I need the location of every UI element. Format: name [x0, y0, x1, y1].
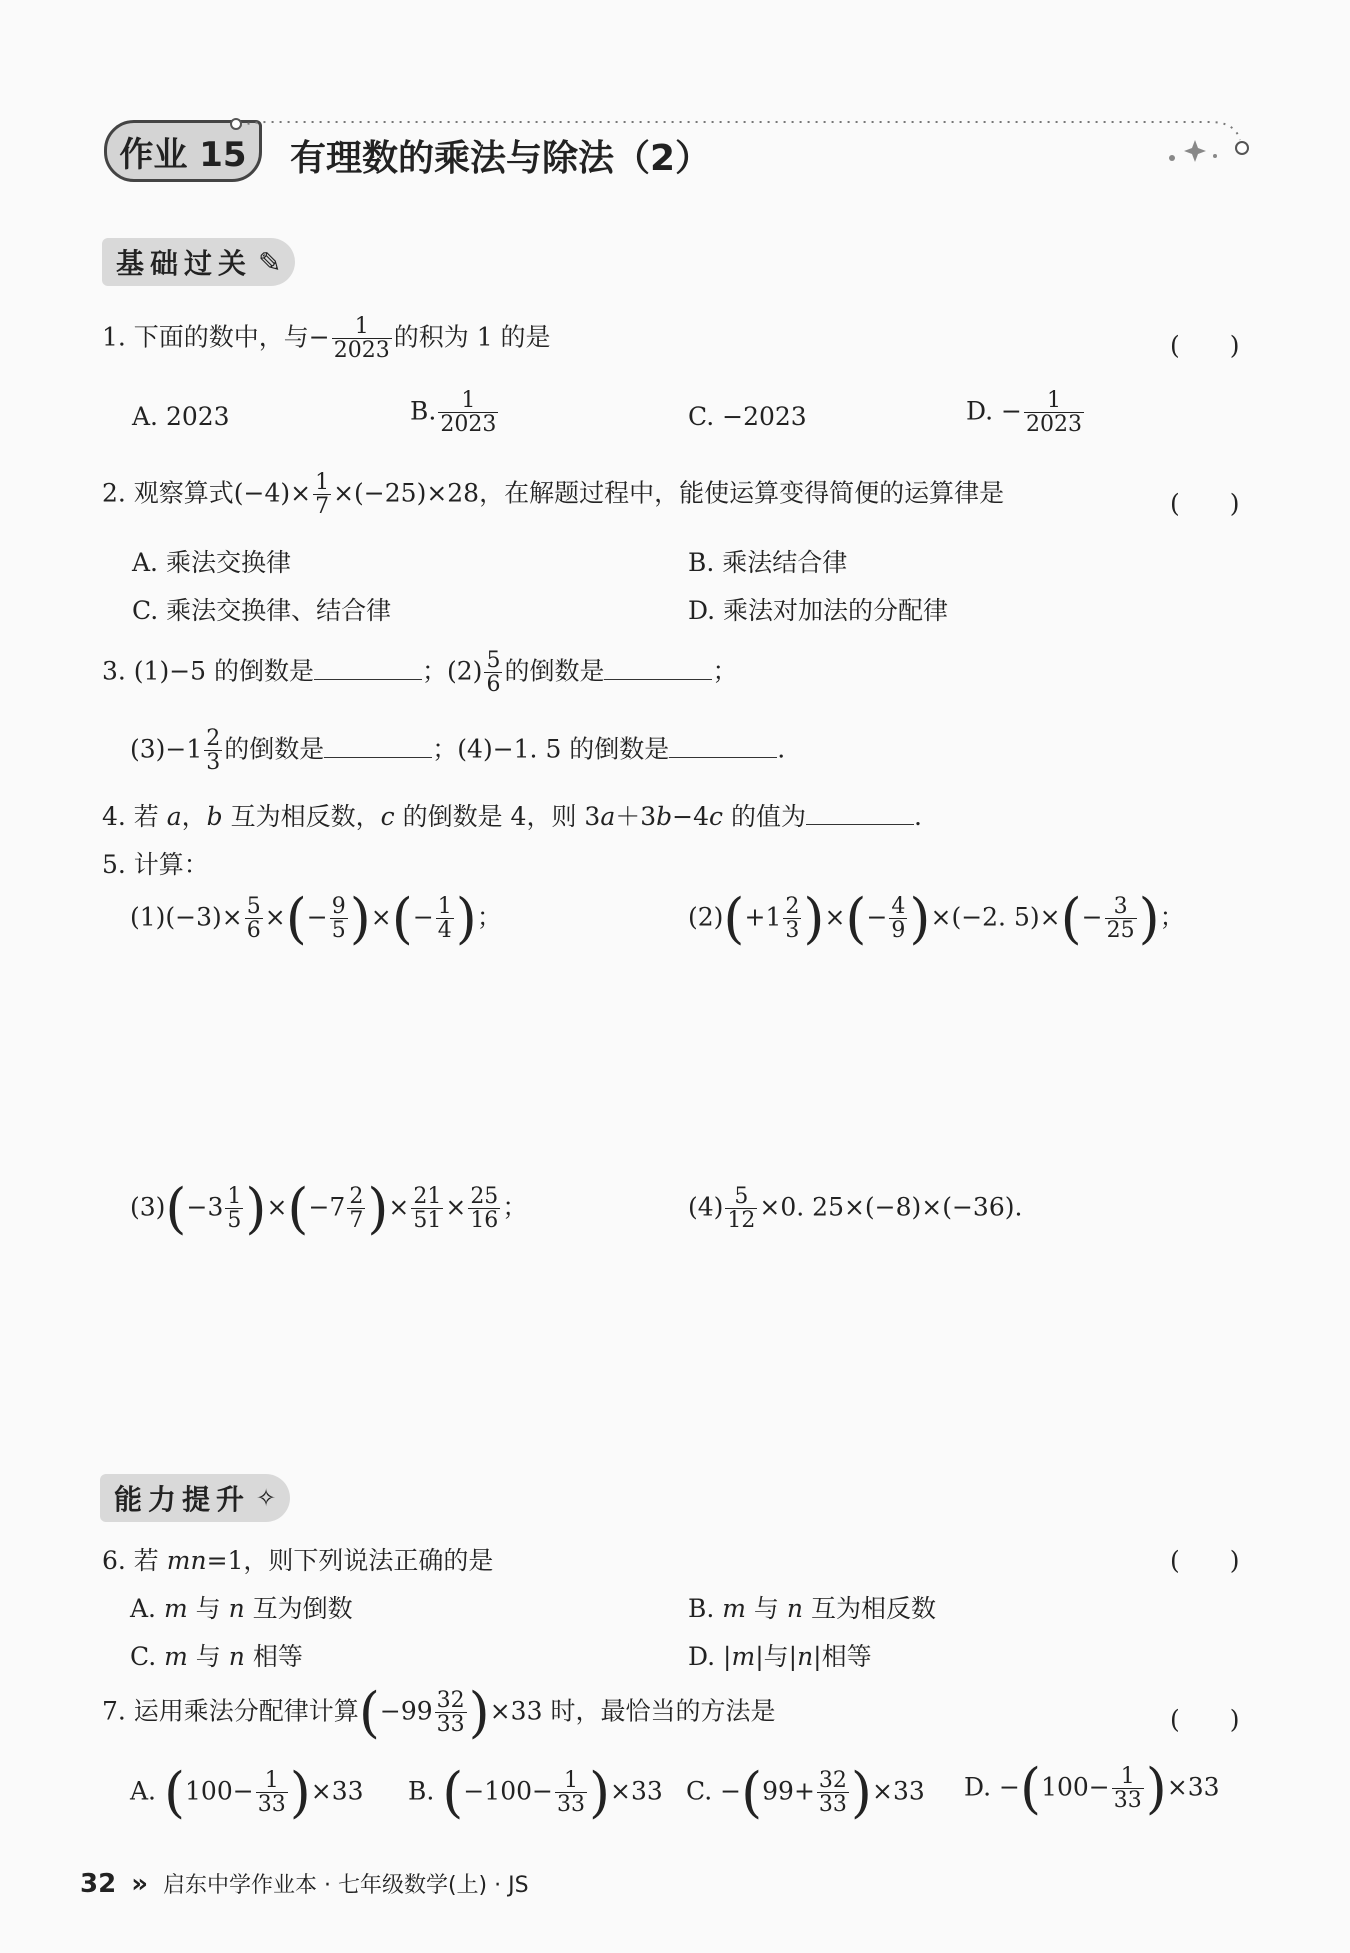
question-4: 4. 若 a，b 互为相反数，c 的倒数是 4，则 3a＋3b−4c 的值为 . [102, 802, 922, 831]
page-title: 有理数的乘法与除法（2） [290, 138, 712, 179]
q7-option-c: C. −(99+ $\frac{32}{33}$ )×33 [686, 1761, 925, 1824]
q2-option-d: D. 乘法对加法的分配律 [688, 596, 949, 625]
answer-blank[interactable] [314, 657, 422, 680]
q7-option-d: D. −(100− $\frac{1}{33}$ )×33 [964, 1757, 1220, 1820]
sparkle-icon [1184, 140, 1206, 162]
q2-option-b: B. 乘法结合律 [688, 548, 848, 577]
q6-option-b: B. m 与 n 互为相反数 [688, 1594, 936, 1623]
q6-option-d: D. |m|与|n|相等 [688, 1642, 872, 1671]
q5-expr-4: (4) $\frac{5}{12}$ ×0. 25×(−8)×(−36). [688, 1184, 1023, 1233]
question-3-line-1: 3. (1)−5 的倒数是 ；(2) $\frac{5}{6}$ 的倒数是 ； [102, 648, 738, 697]
page-footer [80, 1868, 529, 1899]
answer-paren-7[interactable]: ( ) [1170, 1705, 1240, 1734]
pencil-icon: ✎ [258, 245, 282, 279]
answer-blank[interactable] [669, 735, 777, 758]
q1-option-d: D. − $\frac{1}{2023}$ [966, 388, 1082, 437]
section-badge-advanced: 能力提升 ✧ [100, 1474, 290, 1522]
question-7: 7. 运用乘法分配律计算(−99 $\frac{32}{33}$ )×33 时，最恰当的方法是 [102, 1681, 776, 1744]
question-2: 2. 观察算式(−4)× $\frac{1}{7}$ ×(−25)×28，在解题过程中，能使运算变得简便的运算律是 [102, 470, 1005, 519]
q1-option-a: A. 2023 [132, 402, 230, 431]
page-number: 32 [80, 1869, 117, 1899]
book-title: 启东中学作业本 · 七年级数学(上) · JS [162, 1873, 529, 1898]
q6-option-c: C. m 与 n 相等 [130, 1642, 303, 1671]
answer-paren-2[interactable]: ( ) [1170, 489, 1240, 518]
question-3-line-2: (3)−1 $\frac{2}{3}$ 的倒数是 ；(4)−1. 5 的倒数是 . [130, 726, 786, 775]
q5-expr-1: (1)(−3)× $\frac{5}{6}$ ×(− $\frac{9}{5}$ )×(− $\frac{1}{4}$ )； [130, 887, 502, 950]
q2-option-a: A. 乘法交换律 [132, 548, 291, 577]
question-5: 5. 计算： [102, 850, 209, 879]
q7-option-a: A. (100− $\frac{1}{33}$ )×33 [130, 1761, 364, 1824]
q5-expr-3: (3)(−3 $\frac{1}{5}$ )×(−7 $\frac{2}{7}$ )× $\frac{21}{51}$ × $\frac{25}{16}$ ； [130, 1177, 528, 1240]
header-dotted-line [230, 110, 1270, 170]
sparkle-icon: ✧ [256, 1484, 277, 1512]
section-badge-basic: 基础过关 ✎ [102, 238, 295, 286]
q1-option-c: C. −2023 [688, 402, 807, 431]
answer-blank[interactable] [324, 735, 432, 758]
answer-blank[interactable] [806, 802, 914, 825]
q6-option-a: A. m 与 n 互为倒数 [130, 1594, 353, 1623]
answer-blank[interactable] [604, 657, 712, 680]
double-chevron-icon: » [131, 1869, 148, 1899]
q1-option-b: B. $\frac{1}{2023}$ [410, 388, 497, 437]
homework-label: 作业 15 [119, 134, 247, 175]
q5-expr-2: (2)(+1 $\frac{2}{3}$ )×(− $\frac{4}{9}$ )×(−2. 5)×(− $\frac{3}{25}$ )； [688, 887, 1185, 950]
answer-paren-1[interactable]: ( ) [1170, 331, 1240, 360]
question-1: 1. 下面的数中，与− $\frac{1}{2023}$ 的积为 1 的是 [102, 314, 551, 363]
q7-option-b: B. (−100− $\frac{1}{33}$ )×33 [408, 1761, 663, 1824]
q2-option-c: C. 乘法交换律、结合律 [132, 596, 392, 625]
question-6: 6. 若 mn=1，则下列说法正确的是 [102, 1546, 494, 1575]
answer-paren-6[interactable]: ( ) [1170, 1546, 1240, 1575]
